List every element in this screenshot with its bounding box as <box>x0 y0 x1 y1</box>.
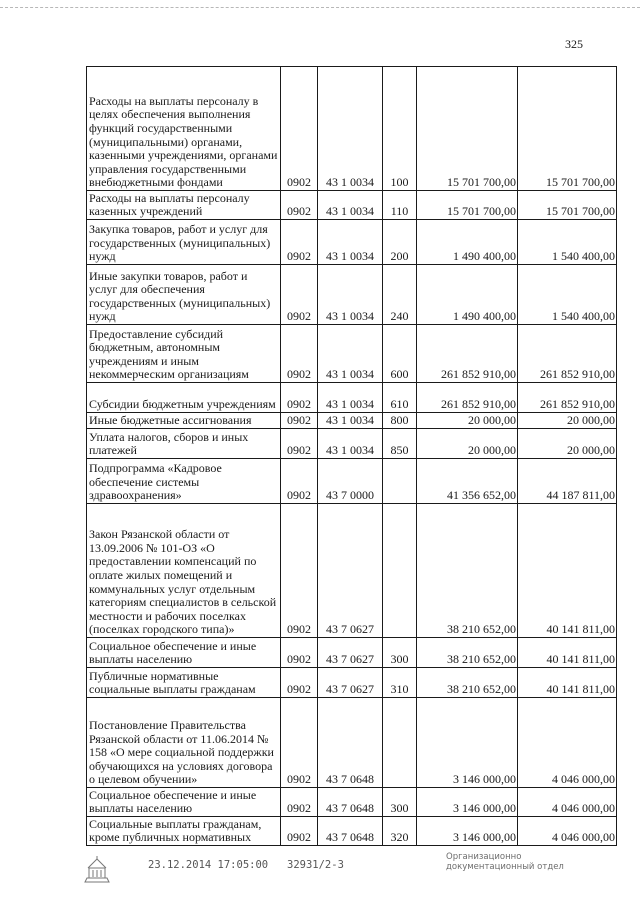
row-sum-2: 15 701 700,00 <box>518 67 617 191</box>
footer-org-line-2: документационный отдел <box>446 862 564 872</box>
row-kind: 610 <box>383 383 417 413</box>
row-sum-2: 1 540 400,00 <box>518 265 617 325</box>
table-row <box>87 459 617 504</box>
row-section: 0902 <box>281 325 318 383</box>
table-row <box>87 265 617 325</box>
table-row <box>87 788 617 817</box>
row-name: Публичные нормативные социальные выплаты гражданам <box>87 668 281 698</box>
row-kind: 850 <box>383 429 417 459</box>
table-row <box>87 413 617 429</box>
table-row <box>87 220 617 265</box>
row-target: 43 1 0034 <box>318 265 383 325</box>
archive-stamp-icon <box>80 852 114 886</box>
footer-date: 23.12.2014 17:05:00 <box>148 859 269 871</box>
row-kind: 310 <box>383 668 417 698</box>
page-number: 325 <box>565 37 583 51</box>
row-section: 0902 <box>281 383 318 413</box>
footer-org-line-1: Организационно <box>446 852 522 862</box>
table-row <box>87 817 617 846</box>
row-sum-2: 4 046 000,00 <box>518 817 617 846</box>
row-name: Предоставление субсидий бюджетным, автономным учреждениям и иным некоммерческим организациям <box>87 325 281 383</box>
row-sum-2: 261 852 910,00 <box>518 325 617 383</box>
row-name: Закон Рязанской области от 13.09.2006 № 101-ОЗ «О предоставлении компенсаций по оплате жилых помещений и коммунальных услуг отдельным категориям специалистов в сельской местности и рабочих поселках (поселках городского типа)» <box>87 504 281 638</box>
row-target: 43 1 0034 <box>318 67 383 191</box>
row-sum-2: 15 701 700,00 <box>518 191 617 220</box>
row-section: 0902 <box>281 220 318 265</box>
budget-table-body <box>87 67 617 846</box>
row-sum-1: 3 146 000,00 <box>417 698 518 788</box>
scan-top-line <box>0 7 640 8</box>
row-name: Расходы на выплаты персоналу в целях обеспечения выполнения функций государственными (муниципальными) органами, казенными учреждениями, органами управления государственными внебюджетными фондами <box>87 67 281 191</box>
row-kind: 300 <box>383 788 417 817</box>
row-name: Подпрограмма «Кадровое обеспечение системы здравоохранения» <box>87 459 281 504</box>
row-kind: 200 <box>383 220 417 265</box>
row-sum-2: 4 046 000,00 <box>518 698 617 788</box>
table-row <box>87 383 617 413</box>
row-sum-1: 3 146 000,00 <box>417 817 518 846</box>
row-sum-1: 20 000,00 <box>417 413 518 429</box>
row-name: Постановление Правительства Рязанской области от 11.06.2014 № 158 «О мере социальной поддержки обучающихся на условиях договора о целевом обучении» <box>87 698 281 788</box>
row-name: Иные закупки товаров, работ и услуг для обеспечения государственных (муниципальных) нужд <box>87 265 281 325</box>
table-row <box>87 191 617 220</box>
row-name: Расходы на выплаты персоналу казенных учреждений <box>87 191 281 220</box>
row-target: 43 1 0034 <box>318 191 383 220</box>
row-kind: 320 <box>383 817 417 846</box>
footer-org-stamp <box>446 852 564 872</box>
row-target: 43 7 0627 <box>318 504 383 638</box>
row-section: 0902 <box>281 459 318 504</box>
row-sum-2: 261 852 910,00 <box>518 383 617 413</box>
row-sum-1: 15 701 700,00 <box>417 67 518 191</box>
table-row <box>87 638 617 668</box>
row-kind: 600 <box>383 325 417 383</box>
row-section: 0902 <box>281 413 318 429</box>
row-sum-2: 44 187 811,00 <box>518 459 617 504</box>
table-row <box>87 429 617 459</box>
row-target: 43 1 0034 <box>318 220 383 265</box>
row-sum-1: 1 490 400,00 <box>417 265 518 325</box>
row-sum-2: 40 141 811,00 <box>518 668 617 698</box>
row-kind: 800 <box>383 413 417 429</box>
row-target: 43 7 0648 <box>318 698 383 788</box>
row-sum-1: 261 852 910,00 <box>417 325 518 383</box>
row-target: 43 1 0034 <box>318 383 383 413</box>
row-kind: 300 <box>383 638 417 668</box>
row-section: 0902 <box>281 429 318 459</box>
row-name: Субсидии бюджетным учреждениям <box>87 383 281 413</box>
row-name: Социальные выплаты гражданам, кроме публичных нормативных <box>87 817 281 846</box>
row-kind <box>383 698 417 788</box>
row-name: Социальное обеспечение и иные выплаты населению <box>87 788 281 817</box>
row-target: 43 7 0000 <box>318 459 383 504</box>
row-section: 0902 <box>281 504 318 638</box>
table-row <box>87 698 617 788</box>
row-section: 0902 <box>281 638 318 668</box>
row-kind: 100 <box>383 67 417 191</box>
row-sum-2: 20 000,00 <box>518 413 617 429</box>
row-section: 0902 <box>281 67 318 191</box>
row-kind <box>383 504 417 638</box>
table-row <box>87 668 617 698</box>
budget-table <box>86 66 617 846</box>
row-sum-2: 4 046 000,00 <box>518 788 617 817</box>
footer-doc-number: 32931/2-3 <box>287 859 344 871</box>
row-name: Закупка товаров, работ и услуг для государственных (муниципальных) нужд <box>87 220 281 265</box>
row-section: 0902 <box>281 265 318 325</box>
row-target: 43 7 0627 <box>318 638 383 668</box>
table-row <box>87 67 617 191</box>
row-sum-1: 15 701 700,00 <box>417 191 518 220</box>
row-target: 43 7 0627 <box>318 668 383 698</box>
row-target: 43 7 0648 <box>318 788 383 817</box>
row-sum-1: 38 210 652,00 <box>417 504 518 638</box>
row-sum-1: 3 146 000,00 <box>417 788 518 817</box>
row-kind: 240 <box>383 265 417 325</box>
row-kind <box>383 459 417 504</box>
row-sum-2: 40 141 811,00 <box>518 638 617 668</box>
row-name: Уплата налогов, сборов и иных платежей <box>87 429 281 459</box>
row-section: 0902 <box>281 788 318 817</box>
row-target: 43 1 0034 <box>318 429 383 459</box>
row-sum-1: 20 000,00 <box>417 429 518 459</box>
row-sum-1: 261 852 910,00 <box>417 383 518 413</box>
row-sum-1: 1 490 400,00 <box>417 220 518 265</box>
row-name: Иные бюджетные ассигнования <box>87 413 281 429</box>
row-target: 43 1 0034 <box>318 413 383 429</box>
row-name: Социальное обеспечение и иные выплаты населению <box>87 638 281 668</box>
row-target: 43 7 0648 <box>318 817 383 846</box>
row-sum-1: 38 210 652,00 <box>417 668 518 698</box>
row-kind: 110 <box>383 191 417 220</box>
row-sum-1: 38 210 652,00 <box>417 638 518 668</box>
row-target: 43 1 0034 <box>318 325 383 383</box>
table-row <box>87 504 617 638</box>
row-section: 0902 <box>281 191 318 220</box>
row-sum-1: 41 356 652,00 <box>417 459 518 504</box>
row-section: 0902 <box>281 698 318 788</box>
row-section: 0902 <box>281 817 318 846</box>
row-sum-2: 40 141 811,00 <box>518 504 617 638</box>
row-sum-2: 20 000,00 <box>518 429 617 459</box>
table-row <box>87 325 617 383</box>
row-section: 0902 <box>281 668 318 698</box>
row-sum-2: 1 540 400,00 <box>518 220 617 265</box>
